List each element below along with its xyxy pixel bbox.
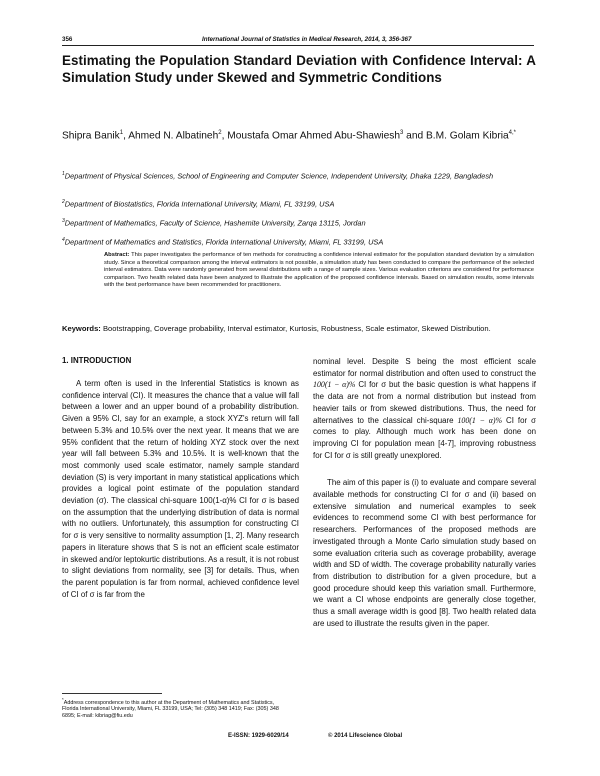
affiliation-sup: 2 — [62, 199, 65, 205]
author-separator: , — [123, 130, 129, 142]
affiliation-1 — [62, 169, 536, 182]
author-name: Moustafa Omar Ahmed Abu-Shawiesh — [227, 130, 400, 142]
correspondence-footnote — [62, 697, 292, 720]
footnote-rule — [62, 693, 162, 694]
abstract-label: Abstract: — [104, 252, 130, 258]
keywords-label: Keywords: — [62, 324, 101, 333]
left-column — [62, 378, 299, 600]
header-rule — [62, 45, 534, 46]
affiliation-sup: 3 — [62, 218, 65, 224]
section-heading: 1. INTRODUCTION — [62, 356, 132, 365]
math-expression: 100(1 − α)% — [457, 415, 503, 425]
affiliation-sup: 1 — [62, 171, 65, 177]
author-sup: 3 — [400, 130, 404, 136]
paper-title: Estimating the Population Standard Deviation with Confidence Interval: A Simulation Study under Skewed and Symmetric Conditions — [62, 53, 536, 85]
right-column — [313, 356, 536, 629]
footnote-text: Address correspondence to this author at the Department of Mathematics and Statistics, Florida International University, Miami, FL 33199, USA; Tel: (305) 348 1419; Fax: (305) 348 6895; E-mail: kibriag@fiu.edu — [62, 699, 279, 719]
author-list — [62, 125, 536, 144]
affiliation-4 — [62, 235, 536, 248]
intro-paragraph-2: The aim of this paper is (i) to evaluate and compare several available methods for constructing CI for σ and (ii) based on extensive simulation and numerical examples to seek evidences to recommend some CI with best performance for researchers. Performances of the proposed methods are investigated through a Monte Carlo simulation study based on some evaluation criteria such as coverage probability, average width and SD of width. The coverage probability naturally varies from distribution to distribution for a given procedure, but a good procedure should keep this variation small. Furthermore, we want a CI whose endpoints are generally close together, thus a small average width is good [8]. Two health related data are used to illustrate the results given in the paper. — [313, 478, 536, 628]
author-sup: 1 — [119, 130, 124, 136]
author-sup: 2 — [218, 130, 222, 136]
copyright: © 2014 Lifescience Global — [328, 733, 403, 739]
intro-paragraph-1-continued: nominal level. Despite S being the most efficient scale estimator for normal distribution and often used to construct the 100(1 − α)% CI for σ but the basic question is what happens if the data are not from a normal distribution but instead from heavier tails or from skewed distributions. Thus, the need for alternatives to the classical chi-square 100(1 − α)% CI for σ comes to play. Although much work has been done on improving CI for population mean [4-7], improving robustness for CI for σ is still greatly unexplored. — [313, 357, 536, 460]
running-header: International Journal of Statistics in Medical Research, 2014, 3, 356-367 — [202, 36, 412, 43]
footnote-sup: * — [62, 697, 64, 702]
affiliation-2 — [62, 197, 536, 210]
author-separator: and — [403, 130, 427, 142]
keywords-text: Bootstrapping, Coverage probability, Interval estimator, Kurtosis, Robustness, Scale estimator, Skewed Distribution. — [102, 324, 491, 333]
affiliation-text: Department of Mathematics, Faculty of Science, Hashemite University, Zarqa 13115, Jordan — [64, 218, 366, 228]
affiliation-sup: 4 — [62, 237, 65, 243]
affiliation-text: Department of Physical Sciences, School of Engineering and Computer Science, Independent University, Dhaka 1229, Bangladesh — [64, 171, 494, 181]
author-name: B.M. Golam Kibria — [426, 130, 509, 142]
abstract-text: This paper investigates the performance of ten methods for constructing a confidence interval estimator for the population standard deviation by a simulation study. Since a theoretical comparison among the interval estimators is not possible, a simulation study has been conducted to compare the performance of the selected interval estimators. Data were randomly generated from several distributions with a range of sample sizes. Various evaluation criterions are considered for performance comparison. Two health related data have been analyzed to illustrate the application of the proposed confidence intervals. Based on simulation results, some intervals with the best performance have been recommended for practitioners. — [104, 252, 534, 289]
affiliation-text: Department of Mathematics and Statistics, Florida International University, Miami, FL 33199, USA — [64, 237, 384, 247]
affiliation-3 — [62, 216, 536, 229]
author-sup: 4,* — [508, 130, 517, 136]
author-name: Ahmed N. Albatineh — [128, 130, 219, 142]
affiliation-text: Department of Biostatistics, Florida International University, Miami, FL 33199, USA — [64, 199, 335, 209]
intro-paragraph-1: A term often is used in the Inferential Statistics is known as confidence interval (CI). It measures the chance that a value will fall between a lower and an upper bound of a probability distribution. Given a 95% CI, say for an example, a stock XYZ's return will fall between 5.3% and 10.5% over the next year. It means that we are 95% confident that the return of holding XYZ stock over the next year will fall between 5.3% and 10.5%. It is well-known that the most commonly used scale estimator, namely sample standard deviation (S) is very important in many statistical applications which provides a logical point estimate of the population standard deviation (σ). The classical chi-square 100(1-α)% CI for σ is based on the assumption that the underlying distribution of data is normal with no outliers. Unfortunately, this assumption for constructing CI for σ is very sensitive to normality assumption [1, 2]. Many research papers in literature shows that S is not an efficient scale estimator in skewed and/or leptokurtic distributions. As a result, it is not robust to slight deviations from normality, see [3] for details. Thus, when the parent population is far from normal, achieved confidence level of CI of σ is far from the — [62, 379, 299, 599]
issn: E-ISSN: 1929-6029/14 — [228, 733, 289, 739]
keywords — [62, 324, 536, 335]
page-number: 356 — [62, 36, 73, 43]
math-expression: 100(1 − α)% — [313, 380, 356, 390]
author-name: Shipra Banik — [62, 130, 120, 142]
abstract — [104, 252, 534, 290]
author-separator: , — [221, 130, 228, 142]
